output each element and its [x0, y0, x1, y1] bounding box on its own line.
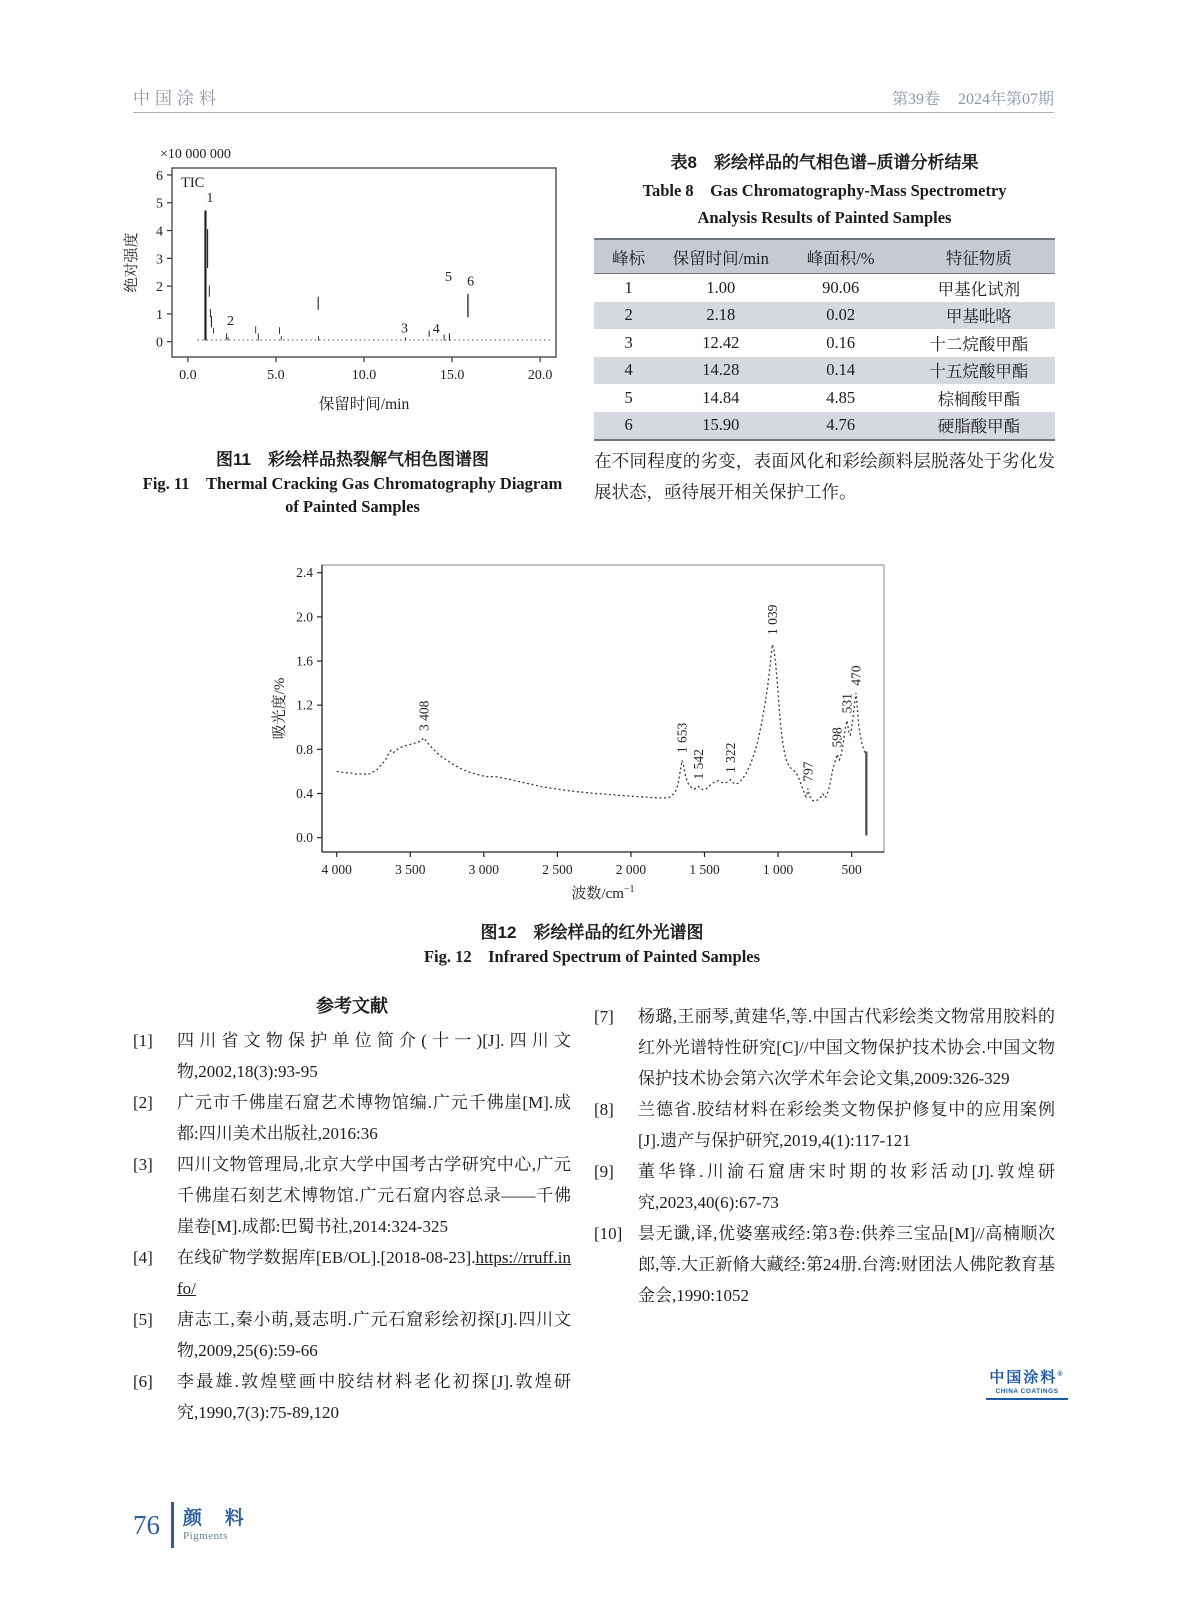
reference-text: 广元市千佛崖石窟艺术博物馆编.广元千佛崖[M].成都:四川美术出版社,2016:36	[177, 1093, 571, 1143]
reference-item	[594, 1156, 1055, 1218]
reference-item	[133, 1087, 571, 1149]
fig12-ir-spectrum-chart	[268, 551, 916, 903]
svg-text:0.0: 0.0	[296, 830, 313, 846]
page-footer	[133, 1502, 253, 1548]
svg-text:0.8: 0.8	[296, 741, 313, 757]
table-cell: 12.42	[702, 332, 740, 352]
svg-text:1.6: 1.6	[296, 653, 313, 669]
svg-text:2.0: 2.0	[296, 609, 313, 625]
page-header	[133, 84, 1054, 113]
svg-text:0.0: 0.0	[179, 368, 197, 383]
svg-text:绝对强度: 绝对强度	[124, 232, 140, 293]
svg-text:保留时间/min: 保留时间/min	[318, 396, 410, 413]
logo-en-text: CHINA COATINGS	[995, 1388, 1059, 1395]
svg-text:5.0: 5.0	[267, 368, 285, 383]
reference-text: 兰德省.胶结材料在彩绘类文物保护修复中的应用案例[J].遗产与保护研究,2019,4(1):117-121	[638, 1100, 1055, 1150]
reference-number: [2]	[133, 1093, 153, 1112]
table8-title-en	[594, 177, 1055, 231]
svg-text:500: 500	[841, 862, 862, 877]
table-cell: 4.85	[826, 387, 856, 407]
reference-text: 在线矿物学数据库[EB/OL].[2018-08-23].https://rruff.info/	[177, 1248, 571, 1298]
table-cell: 1.00	[706, 277, 736, 297]
table-column-header: 峰标	[612, 248, 646, 268]
table-cell: 4.76	[826, 415, 856, 435]
reference-item	[133, 1149, 571, 1242]
svg-text:797: 797	[800, 761, 816, 782]
svg-text:6: 6	[156, 168, 163, 184]
reference-number: [6]	[133, 1372, 153, 1391]
svg-text:470: 470	[848, 665, 864, 686]
table-cell: 甲基化试剂	[937, 279, 1021, 299]
svg-text:598: 598	[829, 727, 845, 748]
reference-text: 昙无谶,译,优婆塞戒经:第3卷:供养三宝品[M]//高楠顺次郎,等.大正新脩大藏经:第24册.台湾:财团法人佛陀教育基金会,1990:1052	[638, 1224, 1055, 1305]
fig12-caption-en: Fig. 12 Infrared Spectrum of Painted Samples	[423, 947, 761, 966]
reference-text: 李最雄.敦煌壁画中胶结材料老化初探[J].敦煌研究,1990,7(3):75-89,120	[177, 1372, 571, 1422]
section-name-en: Pigments	[183, 1530, 228, 1542]
table-column-header: 特征物质	[945, 248, 1012, 268]
svg-text:6: 6	[467, 274, 475, 290]
svg-text:1 000: 1 000	[762, 862, 794, 877]
volume-label: 第39卷	[891, 91, 940, 108]
fig11-caption-en	[120, 472, 585, 518]
table-cell: 棕榈酸甲酯	[937, 389, 1021, 409]
table-row	[594, 384, 1055, 412]
svg-text:1 039: 1 039	[764, 604, 780, 635]
svg-text:2: 2	[156, 280, 163, 296]
fig11-caption-en-line1: Fig. 11 Thermal Cracking Gas Chromatography Diagram	[142, 474, 563, 493]
fig11-caption-en-line2: of Painted Samples	[285, 497, 420, 516]
table-row	[594, 357, 1055, 385]
reference-number: [4]	[133, 1248, 153, 1267]
table-cell: 硬脂酸甲酯	[937, 417, 1021, 437]
reference-text: 董华锋.川渝石窟唐宋时期的妆彩活动[J].敦煌研究,2023,40(6):67-73	[638, 1162, 1055, 1212]
table-cell: 14.28	[702, 360, 740, 380]
logo-cn-text: 中国涂料®	[989, 1369, 1065, 1386]
svg-text:1: 1	[206, 191, 214, 207]
table8-title-en-line2: Analysis Results of Painted Samples	[697, 208, 952, 227]
reference-link[interactable]: https://rruff.info/	[177, 1248, 571, 1298]
svg-text:3: 3	[156, 252, 163, 268]
china-coatings-logo	[986, 1366, 1068, 1400]
references-right-column	[594, 1001, 1055, 1311]
svg-text:3: 3	[401, 321, 409, 337]
table-row	[594, 302, 1055, 330]
reference-item	[133, 1304, 571, 1366]
body-paragraph: 在不同程度的劣变，表面风化和彩绘颜料层脱落处于劣化发展状态，亟待展开相关保护工作。	[594, 451, 1055, 502]
table-cell: 5	[624, 387, 633, 407]
issue-info	[878, 86, 1054, 109]
table-cell: 0.16	[826, 332, 856, 352]
figure-11	[120, 138, 585, 518]
references-heading: 参考文献	[316, 996, 388, 1016]
table-column-header: 峰面积/%	[806, 248, 875, 268]
svg-text:2.4: 2.4	[296, 565, 313, 581]
svg-text:4 000: 4 000	[321, 862, 352, 877]
table-row	[594, 274, 1055, 302]
table-cell: 十二烷酸甲酯	[929, 334, 1029, 354]
table8	[594, 238, 1055, 441]
table-cell: 15.90	[702, 415, 740, 435]
svg-text:1: 1	[156, 307, 163, 323]
reference-number: [7]	[594, 1007, 614, 1026]
table8-title-cn: 表8 彩绘样品的气相色谱–质谱分析结果	[670, 153, 979, 172]
svg-text:3 500: 3 500	[395, 862, 426, 877]
reference-item	[133, 1366, 571, 1428]
svg-text:2 000: 2 000	[615, 862, 647, 877]
section-name-cn: 颜 料	[183, 1508, 253, 1529]
table-cell: 14.84	[702, 387, 740, 407]
reference-number: [8]	[594, 1100, 614, 1119]
table-cell: 2.18	[706, 305, 736, 325]
svg-text:5: 5	[156, 196, 163, 212]
svg-text:1 322: 1 322	[723, 742, 739, 773]
svg-text:波数/cm−1: 波数$/cm^{-1}$	[571, 884, 635, 902]
journal-name: 中国涂料	[133, 89, 221, 108]
svg-text:吸光度/%: 吸光度/%	[272, 677, 288, 740]
footer-divider	[171, 1502, 174, 1548]
svg-text:2: 2	[226, 314, 234, 330]
svg-text:1 542: 1 542	[690, 749, 706, 780]
table-header-row	[594, 239, 1055, 274]
table8-title-en-line1: Table 8 Gas Chromatography-Mass Spectrometry	[642, 181, 1007, 200]
reference-item	[594, 1094, 1055, 1156]
svg-text:1 653: 1 653	[674, 722, 690, 754]
svg-text:2 500: 2 500	[542, 862, 573, 877]
fig11-caption-cn: 图11 彩绘样品热裂解气相色图谱图	[216, 450, 489, 469]
svg-text:0.4: 0.4	[296, 785, 313, 801]
svg-text:1.2: 1.2	[296, 697, 313, 713]
reference-item	[594, 1218, 1055, 1311]
table-cell: 甲基吡咯	[945, 307, 1012, 327]
footer-section	[183, 1508, 253, 1542]
fig12-caption-cn: 图12 彩绘样品的红外光谱图	[480, 923, 704, 942]
svg-text:3 000: 3 000	[468, 862, 500, 877]
fig11-chromatogram-chart	[120, 138, 585, 438]
svg-text:1 500: 1 500	[689, 862, 720, 877]
references-left-column	[133, 992, 571, 1428]
reference-number: [5]	[133, 1310, 153, 1329]
svg-text:4: 4	[156, 224, 163, 240]
reference-item	[133, 1025, 571, 1087]
registered-mark: ®	[1057, 1371, 1065, 1378]
svg-text:5: 5	[445, 270, 453, 286]
reference-text: 四川文物管理局,北京大学中国考古学研究中心,广元千佛崖石刻艺术博物馆.广元石窟内容总录——千佛崖卷[M].成都:巴蜀书社,2014:324-325	[177, 1155, 571, 1236]
table-column-header: 保留时间/min	[672, 248, 769, 268]
svg-text:4: 4	[432, 321, 440, 337]
svg-text:×10 000 000: ×10 000 000	[160, 147, 231, 162]
reference-text: 唐志工,秦小萌,聂志明.广元石窟彩绘初探[J].四川文物,2009,25(6):59-66	[177, 1310, 571, 1360]
table-cell: 90.06	[822, 277, 860, 297]
reference-number: [10]	[594, 1224, 623, 1243]
table-cell: 4	[624, 360, 633, 380]
issue-label: 2024年第07期	[957, 91, 1054, 108]
table-cell: 1	[624, 277, 633, 297]
svg-text:TIC: TIC	[181, 175, 205, 191]
reference-number: [3]	[133, 1155, 153, 1174]
table-cell: 0.02	[826, 305, 856, 325]
svg-text:0: 0	[156, 335, 163, 351]
table-row	[594, 329, 1055, 357]
reference-item	[594, 1001, 1055, 1094]
page-number: 76	[133, 1509, 160, 1540]
table-8-block	[594, 148, 1055, 441]
figure-12	[268, 551, 916, 968]
table-cell: 十五烷酸甲酯	[929, 362, 1029, 382]
table-cell: 3	[624, 332, 633, 352]
svg-text:531: 531	[839, 693, 855, 714]
reference-text: 杨璐,王丽琴,黄建华,等.中国古代彩绘类文物常用胶料的红外光谱特性研究[C]//中国文物保护技术协会.中国文物保护技术协会第六次学术年会论文集,2009:326-329	[638, 1007, 1055, 1088]
reference-number: [1]	[133, 1031, 153, 1050]
table-row	[594, 412, 1055, 441]
reference-number: [9]	[594, 1162, 614, 1181]
table-cell: 2	[624, 305, 633, 325]
svg-text:3 408: 3 408	[416, 700, 432, 731]
reference-text: 四川省文物保护单位简介(十一)[J].四川文物,2002,18(3):93-95	[177, 1031, 571, 1081]
table-cell: 0.14	[826, 360, 856, 380]
svg-text:20.0: 20.0	[527, 368, 553, 383]
svg-text:15.0: 15.0	[439, 368, 465, 383]
svg-text:10.0: 10.0	[351, 368, 377, 383]
table-cell: 6	[624, 415, 633, 435]
reference-item	[133, 1242, 571, 1304]
